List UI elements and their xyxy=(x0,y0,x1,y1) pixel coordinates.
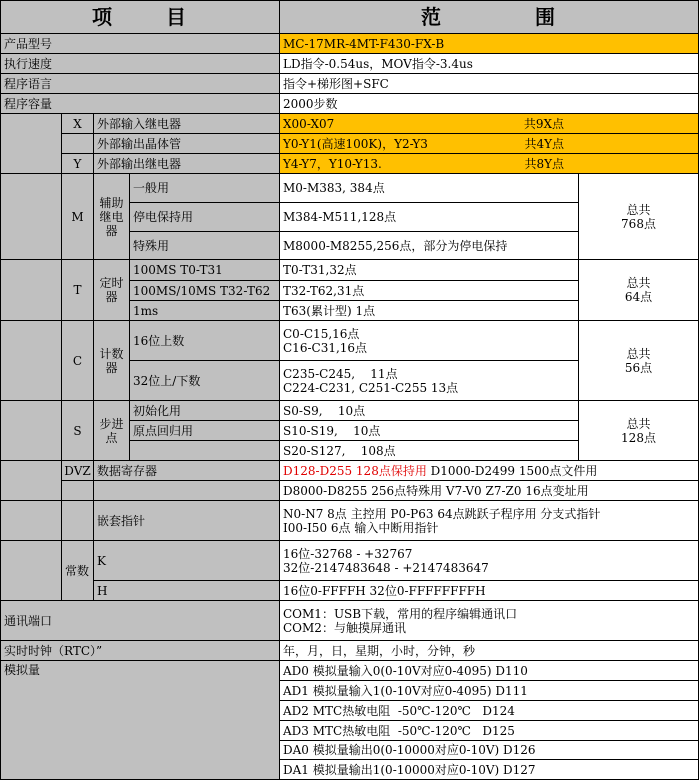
io-spine xyxy=(0,114,62,174)
c-16bit-line-1: C0-C15,16点 xyxy=(283,326,360,341)
analog-item: DA1 模拟量输出1(0-10000对应0-10V) D127 xyxy=(280,760,699,780)
c-32bit-name: 32位上/下数 xyxy=(130,361,280,401)
s-general-value: S20-S127, 108点 xyxy=(280,441,579,461)
language-label: 程序语言 xyxy=(0,74,280,94)
comm-line-1: COM1：USB下载，常用的程序编辑通讯口 xyxy=(283,606,518,621)
analog-item: AD1 模拟量输入1(0-10V对应0-4095) D111 xyxy=(280,681,699,701)
const-spine xyxy=(0,541,62,601)
c-32bit-line-2: C224-C231, C251-C255 13点 xyxy=(283,380,459,395)
analog-item: DA0 模拟量输出0(0-10000对应0-10V) D126 xyxy=(280,741,699,760)
s-general-name xyxy=(130,441,280,461)
nest-name: 嵌套指针 xyxy=(94,501,280,541)
y-total: 共8Y点 xyxy=(524,156,564,171)
d-code-blank xyxy=(62,481,94,501)
c-16bit-name: 16位上数 xyxy=(130,321,280,361)
c-16bit-value xyxy=(280,321,579,361)
y-tr-range: Y0-Y1(高速100K)，Y2-Y3 xyxy=(283,136,428,151)
nest-value xyxy=(280,501,699,541)
x-value xyxy=(280,114,699,134)
c-16bit-line-2: C16-C31,16点 xyxy=(283,340,368,355)
c-spine xyxy=(0,321,62,401)
comm-value xyxy=(280,601,699,641)
m-special-value: M8000-M8255,256点，部分为停电保持 xyxy=(280,232,579,260)
x-name: 外部输入继电器 xyxy=(94,114,280,134)
speed-label: 执行速度 xyxy=(0,54,280,74)
speed-value: LD指令-0.54us，MOV指令-3.4us xyxy=(280,54,699,74)
t-1ms-name: 1ms xyxy=(130,301,280,321)
rtc-label: 实时时钟（RTC）” xyxy=(0,641,280,661)
const-k-code: K xyxy=(94,541,280,581)
m-kind: 辅助继电器 xyxy=(94,174,130,260)
m-spine xyxy=(0,174,62,260)
s-kind: 步进点 xyxy=(94,401,130,461)
s-init-value: S0-S9, 10点 xyxy=(280,401,579,421)
m-special-name: 特殊用 xyxy=(130,232,280,260)
model-label: 产品型号 xyxy=(0,34,280,54)
capacity-value: 2000步数 xyxy=(280,94,699,114)
y-tr-name: 外部输出晶体管 xyxy=(94,134,280,154)
c-total-count: 56点 xyxy=(624,360,653,375)
t-spine xyxy=(0,260,62,321)
d-file-range: D1000-D2499 1500点文件用 xyxy=(426,463,598,478)
language-value: 指令+梯形图+SFC xyxy=(280,74,699,94)
m-general-value: M0-M383, 384点 xyxy=(280,174,579,203)
x-code: X xyxy=(62,114,94,134)
comm-label: 通讯端口 xyxy=(0,601,280,641)
header-item xyxy=(0,0,280,34)
nest-line-2: I00-I50 6点 输入中断用指针 xyxy=(283,520,439,535)
s-total xyxy=(579,401,699,461)
m-code: M xyxy=(62,174,94,260)
y-name: 外部输出继电器 xyxy=(94,154,280,174)
t-1ms-value: T63(累计型) 1点 xyxy=(280,301,579,321)
y-tr-code xyxy=(62,134,94,154)
rtc-value: 年，月，日，星期，小时，分钟，秒 xyxy=(280,641,699,661)
d-retentive-range: D128-D255 128点保持用 xyxy=(283,463,427,478)
c-total-label: 总共 xyxy=(626,346,651,361)
c-32bit-value xyxy=(280,361,579,401)
y-tr-total: 共4Y点 xyxy=(524,136,564,151)
analog-item: AD0 模拟量输入0(0-10V对应0-4095) D110 xyxy=(280,661,699,681)
const-k-line-2: 32位-2147483648 - +2147483647 xyxy=(283,560,489,575)
m-general-name: 一般用 xyxy=(130,174,280,203)
t-10ms-value: T32-T62,31点 xyxy=(280,281,579,301)
t-100ms-value: T0-T31,32点 xyxy=(280,260,579,281)
s-spine xyxy=(0,401,62,461)
const-h-value: 16位0-FFFFH 32位0-FFFFFFFFH xyxy=(280,581,699,601)
t-total-label: 总共 xyxy=(626,276,651,290)
const-label: 常数 xyxy=(62,541,94,601)
const-k-line-1: 16位-32768 - +32767 xyxy=(283,546,413,561)
c-total xyxy=(579,321,699,401)
s-total-count: 128点 xyxy=(621,430,656,445)
t-code: T xyxy=(62,260,94,321)
y-value xyxy=(280,154,699,174)
analog-item: AD3 MTC热敏电阻 -50℃-120℃ D125 xyxy=(280,721,699,741)
m-total-label: 总共 xyxy=(626,202,651,217)
c-32bit-line-1: C235-C245, 11点 xyxy=(283,366,398,381)
y-code: Y xyxy=(62,154,94,174)
analog-label: 模拟量 xyxy=(0,661,280,780)
header-range-char-2: 围 xyxy=(535,5,557,29)
t-total xyxy=(579,260,699,321)
analog-item: AD2 MTC热敏电阻 -50℃-120℃ D124 xyxy=(280,701,699,721)
m-total-count: 768点 xyxy=(621,216,656,231)
t-100ms-name: 100MS T0-T31 xyxy=(130,260,280,281)
t-10ms-name: 100MS/10MS T32-T62 xyxy=(130,281,280,301)
m-retentive-name: 停电保持用 xyxy=(130,203,280,232)
d-value xyxy=(280,461,699,481)
t-kind: 定时器 xyxy=(94,260,130,321)
model-value: MC-17MR-4MT-F430-FX-B xyxy=(280,34,699,54)
s-init-name: 初始化用 xyxy=(130,401,280,421)
y-range: Y4-Y7，Y10-Y13. xyxy=(283,156,382,171)
d-name: 数据寄存器 xyxy=(94,461,280,481)
nest-line-1: N0-N7 8点 主控用 P0-P63 64点跳跃子程序用 分支式指针 xyxy=(283,506,601,521)
const-k-value xyxy=(280,541,699,581)
s-origin-name: 原点回归用 xyxy=(130,421,280,441)
nest-code xyxy=(62,501,94,541)
t-total-count: 64点 xyxy=(624,290,653,304)
const-h-code: H xyxy=(94,581,280,601)
x-total: 共9X点 xyxy=(523,116,564,131)
d-name-blank xyxy=(94,481,280,501)
header-item-char-2: 目 xyxy=(166,5,188,29)
c-code: C xyxy=(62,321,94,401)
y-tr-value xyxy=(280,134,699,154)
header-range xyxy=(280,0,699,34)
d-code: DVZ xyxy=(62,461,94,481)
nest-spine xyxy=(0,501,62,541)
s-origin-value: S10-S19, 10点 xyxy=(280,421,579,441)
header-item-char-1: 项 xyxy=(92,5,114,29)
d-special-value: D8000-D8255 256点特殊用 V7-V0 Z7-Z0 16点变址用 xyxy=(280,481,699,501)
d-spine xyxy=(0,461,62,501)
s-total-label: 总共 xyxy=(626,416,651,431)
c-kind: 计数器 xyxy=(94,321,130,401)
m-total xyxy=(579,174,699,260)
m-retentive-value: M384-M511,128点 xyxy=(280,203,579,232)
comm-line-2: COM2：与触摸屏通讯 xyxy=(283,620,406,635)
capacity-label: 程序容量 xyxy=(0,94,280,114)
x-range: X00-X07 xyxy=(283,116,335,131)
header-range-char-1: 范 xyxy=(421,5,443,29)
s-code: S xyxy=(62,401,94,461)
